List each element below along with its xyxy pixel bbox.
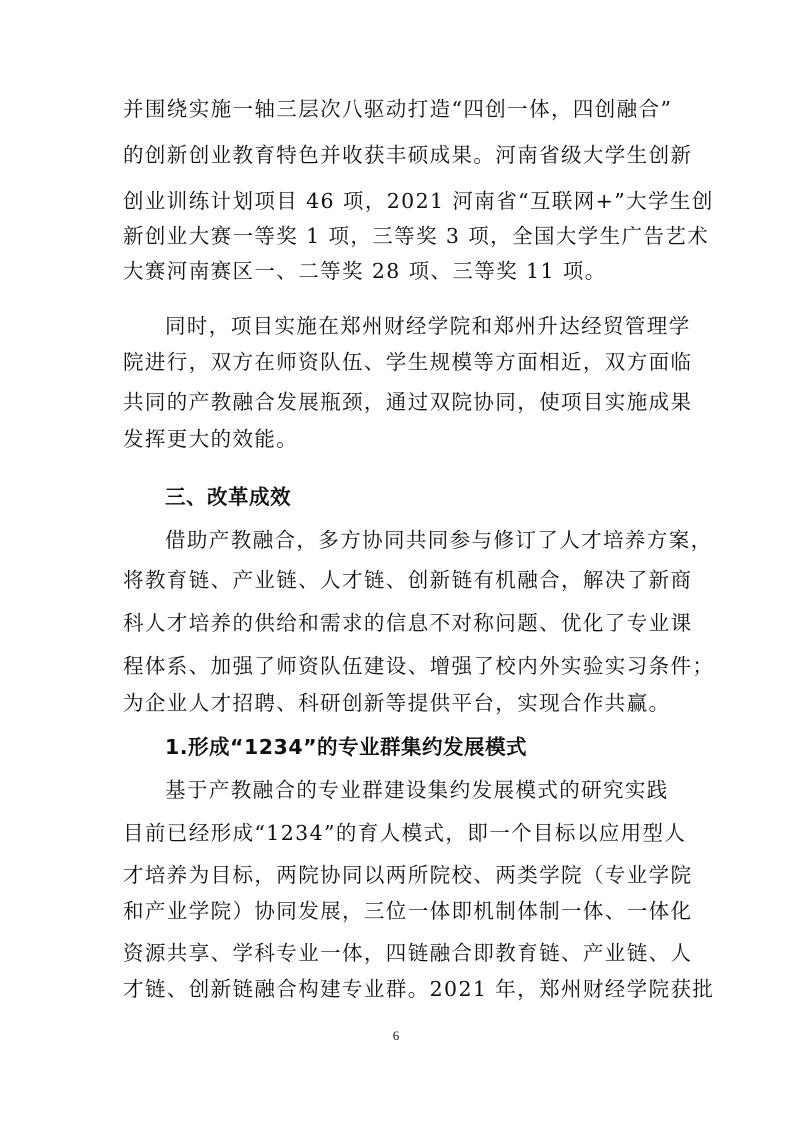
text-line: 院进行，双方在师资队伍、学生规模等方面相近，双方面临 xyxy=(123,350,693,374)
text-line: 程体系、加强了师资队伍建设、增强了校内外实验实习条件； xyxy=(123,654,715,678)
text-line: 并围绕实施一轴三层次八驱动打造“四创一体，四创融合” xyxy=(123,97,673,121)
text-line: 共同的产教融合发展瓶颈，通过双院协同，使项目实施成果 xyxy=(123,390,693,414)
text-line: 将教育链、产业链、人才链、创新链有机融合，解决了新商 xyxy=(123,568,693,592)
text-line: 科人才培养的供给和需求的信息不对称问题、优化了专业课 xyxy=(123,611,693,635)
text-line: 创业训练计划项目 46 项，2021 河南省“互联网+”大学生创 xyxy=(123,189,714,213)
text-line: 和产业学院）协同发展，三位一体即机制体制一体、一体化 xyxy=(123,899,693,923)
text-line: 大赛河南赛区一、二等奖 28 项、三等奖 11 项。 xyxy=(123,259,607,283)
page-number: 6 xyxy=(392,1028,400,1043)
text-line: 借助产教融合，多方协同共同参与修订了人才培养方案， xyxy=(165,528,713,552)
text-line: 才培养为目标，两院协同以两所院校、两类学院（专业学院 xyxy=(123,863,693,887)
text-line: 发挥更大的效能。 xyxy=(123,427,299,451)
subsection-heading: 1.形成“1234”的专业群集约发展模式 xyxy=(165,735,528,759)
text-line: 的创新创业教育特色并收获丰硕成果。河南省级大学生创新 xyxy=(123,143,693,167)
text-line: 同时，项目实施在郑州财经学院和郑州升达经贸管理学 xyxy=(165,314,691,338)
section-heading: 三、改革成效 xyxy=(165,485,291,509)
text-line: 才链、创新链融合构建专业群。2021 年，郑州财经学院获批 xyxy=(123,977,715,1001)
text-line: 资源共享、学科专业一体，四链融合即教育链、产业链、人 xyxy=(123,941,693,965)
text-line: 目前已经形成“1234”的育人模式，即一个目标以应用型人 xyxy=(123,821,687,845)
text-line: 为企业人才招聘、科研创新等提供平台，实现合作共赢。 xyxy=(123,691,671,715)
text-line: 新创业大赛一等奖 1 项，三等奖 3 项，全国大学生广告艺术 xyxy=(123,224,710,248)
text-line: 基于产教融合的专业群建设集约发展模式的研究实践 xyxy=(165,778,669,802)
